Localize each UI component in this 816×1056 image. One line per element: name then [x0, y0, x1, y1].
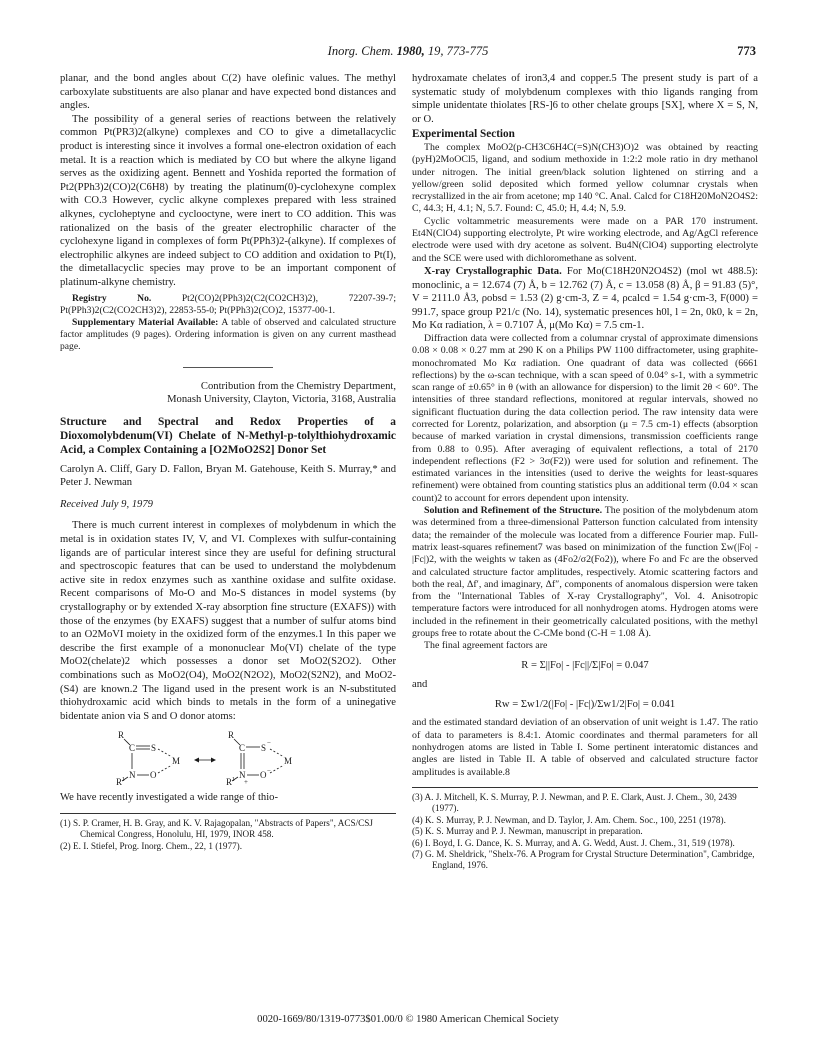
footnotes [60, 818, 396, 852]
diagram-n-charge: + [244, 778, 248, 786]
footnote: (1) S. P. Cramer, H. B. Gray, and K. V. Rajagopalan, "Abstracts of Papers", ACS/CSJ Chemical Congress, Honolulu, HI, 1979, INOR 458. [60, 817, 373, 840]
paragraph: There is much current interest in complexes of molybdenum in which the metal is in oxidation states IV, V, and VI. Complexes with sulfur-containing ligands are of particular interest since they are useful for defining structural and spectroscopic features that can be used to understand the molybdenum active site in redox enzymes such as xanthine oxidase and sulfite oxidase. Recent comparisons of Mo-O and Mo-S distances in model systems (by crystallography or by extended X-ray absorption fine structure (EXAFS)) with those of the enzymes (by EXAFS) suggest that a number of sulfur atoms bind to an O2MoVI moiety in the oxidized form of the enzymes.1 In this paper we describe the first example of a mononuclear Mo(VI) chelate of the type MoO2(chelate)2 which possesses a donor set MoO2(S2O2). Other combinations such as MoO2(O4), MoO2(N2O2), MoO2(S2N2), and MoO2-(S4) are known.2 The ligand used in the present work is an N-substituted thiohydroxamic acid which binds to metals in the form of a uninegative bidentate anion via S and O donor atoms: [60, 520, 396, 722]
diffraction-body [412, 333, 758, 653]
affiliation-line: Monash University, Clayton, Victoria, 3168, Australia [167, 394, 396, 406]
diagram-r1-superscript: 1 [232, 777, 235, 784]
diagram-c-label: C [239, 743, 246, 754]
footnote: (7) G. M. Sheldrick, "Shelx-76. A Program for Crystal Structure Determination", Cambridge, England, 1976. [412, 848, 755, 871]
diagram-s-label: S [151, 743, 157, 754]
diagram-s-label: S [261, 743, 267, 754]
diagram-m-label: M [284, 756, 293, 767]
paragraph: The complex MoO2(p-CH3C6H4C(=S)N(CH3)O)2 was obtained by reacting (pyH)2MoOCl5, ligand, and sodium methoxide in 1:2:2 mole ratio in dry methanol under nitrogen. The initial green/black solution lightened on stirring and a yellow/green solid deposited which formed yellow columnar crystals when recrystallized in the air from acetone; mp 140 °C. Anal. Calcd for C18H20MoN2O4S2: C, 44.3; H, 4.1; N, 5.7. Found: C, 45.0; H, 4.4; N, 5.9. [412, 141, 758, 215]
supplementary-material [60, 317, 396, 353]
paragraph: and the estimated standard deviation of an observation of unit weight is 1.47. The ratio of data to parameters is 8.4:1. Atomic coordinates and thermal parameters for all nonhydrogen atoms are listed in Table I. Some pertinent interatomic distances and angles are listed in Table II. A table of observed and calculated structure factor amplitudes is available.8 [412, 717, 758, 778]
article-authors: Carolyn A. Cliff, Gary D. Fallon, Bryan M. Gatehouse, Keith S. Murray,* and Peter J. Newman [60, 463, 396, 489]
diagram-n-label: N [239, 770, 246, 781]
supplementary-label: Supplementary Material Available: [72, 316, 219, 328]
subsection-heading: Solution and Refinement of the Structure. [424, 505, 603, 517]
registry-text: Pt2(CO)2(PPh3)2(C2(CO2CH3)2), 72207-39-7; Pt(PPh3)2(C2(CO2CH3)2), 22853-55-0; Pt(PPh3)2(CO)2, 15377-00-1. [60, 292, 396, 316]
page-number: 773 [737, 44, 756, 58]
diagram-s-charge: − [267, 739, 271, 748]
received-date: Received July 9, 1979 [60, 498, 153, 510]
solution-text: The position of the molybdenum atom was determined from a three-dimensional Patterson function calculated from intensity data; the remainder of the molecule was located from a difference Fourier map. Full-matrix least-squares refinement7 was based on minimization of the function Σw(|Fo| - |Fc|)2, with the weights w taken as (4Fo2/σ2(Fo2)), where Fo and Fc are the observed and calculated structure factor amplitudes, respectively. Atomic scattering factors and both the real, Δf′, and imaginary, Δf″, components of anomalous dispersion were taken from the "International Tables of X-ray Crystallography", Vol. 4. Anisotropic temperature factors were introduced for all nonhydrogen atoms. Hydrogen atoms were included in the refinement in their geometrically calculated positions, with the methyl groups free to rotate about the C-CMe bond (C-H = 1.08 Å). [412, 505, 759, 640]
supplementary-text: A table of observed and calculated structure factor amplitudes (9 pages). Ordering information is given on any current masthead page. [60, 316, 397, 352]
footnote-divider [60, 813, 396, 814]
solution-paragraph [412, 505, 758, 640]
footnote: (3) A. J. Mitchell, K. S. Murray, P. J. Newman, and P. E. Clark, Aust. J. Chem., 30, 2439 (1977). [412, 791, 737, 814]
equation-rw: Rw = Σw1/2(|Fo| - |Fc|)/Σw1/2|Fo| = 0.041 [494, 698, 676, 710]
paragraph: hydroxamate chelates of iron3,4 and copper.5 The present study is part of a systematic study of molybdenum complexes with thio ligands ranging from simple unidentate thiolates [RS-]6 to other chelate groups [SX], where X = S, N, or O. [412, 73, 758, 125]
right-column [412, 72, 758, 872]
journal-year: 1980, [396, 44, 425, 58]
diagram-o-label: O [150, 770, 157, 781]
running-header [60, 44, 756, 62]
footnote: (2) E. I. Stiefel, Prog. Inorg. Chem., 22, 1 (1977). [60, 840, 243, 851]
registry-numbers [60, 293, 396, 317]
diagram-o-label: O [260, 770, 267, 781]
paragraph: We have recently investigated a wide range of thio- [60, 792, 278, 804]
journal-citation [60, 44, 756, 59]
equation-r: R = Σ||Fo| - |Fc||/Σ|Fo| = 0.047 [521, 659, 649, 671]
diagram-r1-label: R [116, 777, 123, 786]
xray-text: For Mo(C18H20N2O4S2) (mol wt 488.5): monoclinic, a = 12.674 (7) Å, b = 12.762 (7) Å, c = 13.058 (8) Å, β = 91.83 (5)°, V = 2111.0 Å3, ρobsd = 1.53 (2) g·cm-3, Z = 4, ρcalcd = 1.54 g·cm-3, F(000) = 991.7, space group P21/c (No. 14), systematic presences h0l, l = 2n, 0k0, k = 2n, Mo Kα radiation, λ = 0.7107 Å, μ(Mo Kα) = 7.5 cm-1. [412, 265, 758, 332]
footnote: (4) K. S. Murray, P. J. Newman, and D. Taylor, J. Am. Chem. Soc., 100, 2251 (1978). [412, 814, 726, 825]
paragraph: Diffraction data were collected from a columnar crystal of approximate dimensions 0.08 × 0.08 × 0.27 mm at 290 K on a Philips PW 1100 diffractometer, using graphite-monochromated Mo Kα radiation. One quadrant of data was collected (6661 reflections) by the ω-scan technique, with a scan speed of 0.04° s-1, with a symmetric scan range of ±0.65° in θ (with an allowance for dispersion) to the limit 2θ < 60°. The intensities of three standard reflections, monitored at regular intervals, showed no significant fluctuation during the data collection period. The raw intensity data were corrected for Lorentz, polarization, and absorption (μ = 7.5 cm-1) effects (absorption because of marked variation in crystal dimensions, transmission coefficients range from 0.88 to 0.95). After averaging of equivalent reflections, a total of 2170 independent reflections (F2 > 3σ(F2)) were used for solution and refinement. The estimated variances in the intensities (used to derive the weights for least-squares refinement) were obtained from counting statistics plus an additional term (0.04 × scan count)2 to account for errors dependent upon intensity. [412, 332, 758, 504]
section-heading: Experimental Section [412, 128, 515, 141]
diagram-o-charge: − [267, 767, 271, 776]
paragraph: planar, and the bond angles about C(2) have olefinic values. The methyl carboxylate substituents are also planar and have expected bond distances and angles. [60, 73, 396, 112]
section-divider [183, 367, 273, 368]
article-title: Structure and Spectral and Redox Properties of a Dioxomolybdenum(VI) Chelate of N-Methyl-p-tolylthiohydroxamic Acid, a Complex Containing a [O2MoO2S2] Donor Set [60, 415, 396, 456]
registry-label: Registry No. [72, 292, 152, 304]
diagram-r-label: R [118, 730, 125, 741]
diagram-r1-label: R [226, 777, 233, 786]
affiliation [60, 380, 396, 407]
journal-volume: 19, [427, 44, 444, 58]
diagram-m-label: M [172, 756, 181, 767]
conjunction: and [412, 679, 428, 691]
footnote: (6) I. Boyd, I. G. Dance, K. S. Murray, and A. G. Wedd, Aust. J. Chem., 31, 519 (1978). [412, 837, 735, 848]
footnotes [412, 792, 758, 872]
copyright-footer: 0020-1669/80/1319-0773$01.00/0 © 1980 American Chemical Society [257, 1014, 559, 1025]
left-column [60, 72, 396, 852]
diagram-r-label: R [228, 730, 235, 741]
subsection-heading: X-ray Crystallographic Data. [424, 265, 562, 277]
diagram-n-label: N [129, 770, 136, 781]
experimental-body [412, 142, 758, 265]
paragraph: The possibility of a general series of reactions between the relatively common Pt(PR3)2(alkyne) complexes and CO to give a dimetallacyclic product is interesting since it involves a formal one-electron oxidation of each metal. It is a reaction which is mediated by CO but where the alkyne ligand serves as the oxidizing agent. Bennett and Yoshida reported the formation of Pt2(PPh3)2(CO)2(C6H8) by treating the platinum(0)-cyclohexyne complex with CO.3 However, cyclic alkyne complexes prepared with less strained alkynes, cycloheptyne and cyclooctyne, were inert to CO addition. This was rationalized on the basis of the greater electrophilic character of the cyclohexyne ligand in complexes of form Pt(PPh3)2-(alkyne). If complexes of electrophilic alkynes are indeed subject to CO addition and oxidation to Pt(I), the dimetallacyclic species may prove to be an important component of platinum-alkyne chemistry. [60, 113, 396, 288]
journal-name: Inorg. Chem. [327, 44, 394, 58]
diagram-c-label: C [129, 743, 136, 754]
paragraph: Cyclic voltammetric measurements were made on a PAR 170 instrument. Et4N(ClO4) supporting electrolyte, Pt wire working electrode, and Ag/AgCl reference electrode were used with dry acetone as solvent. Bu4N(ClO4) supporting electrolyte and the SCE were used with dichloromethane as solvent. [412, 215, 758, 264]
journal-pages: 773-775 [446, 44, 489, 58]
thiohydroxamate-resonance-diagram [116, 729, 326, 785]
footnote: (5) K. S. Murray and P. J. Newman, manuscript in preparation. [412, 826, 643, 837]
paragraph: The final agreement factors are [424, 640, 548, 652]
conclusion-body [412, 717, 758, 778]
diagram-r1-superscript: 1 [122, 777, 125, 784]
affiliation-line: Contribution from the Chemistry Department, [200, 380, 396, 392]
xray-data [412, 265, 758, 333]
footnote-divider [412, 787, 758, 788]
